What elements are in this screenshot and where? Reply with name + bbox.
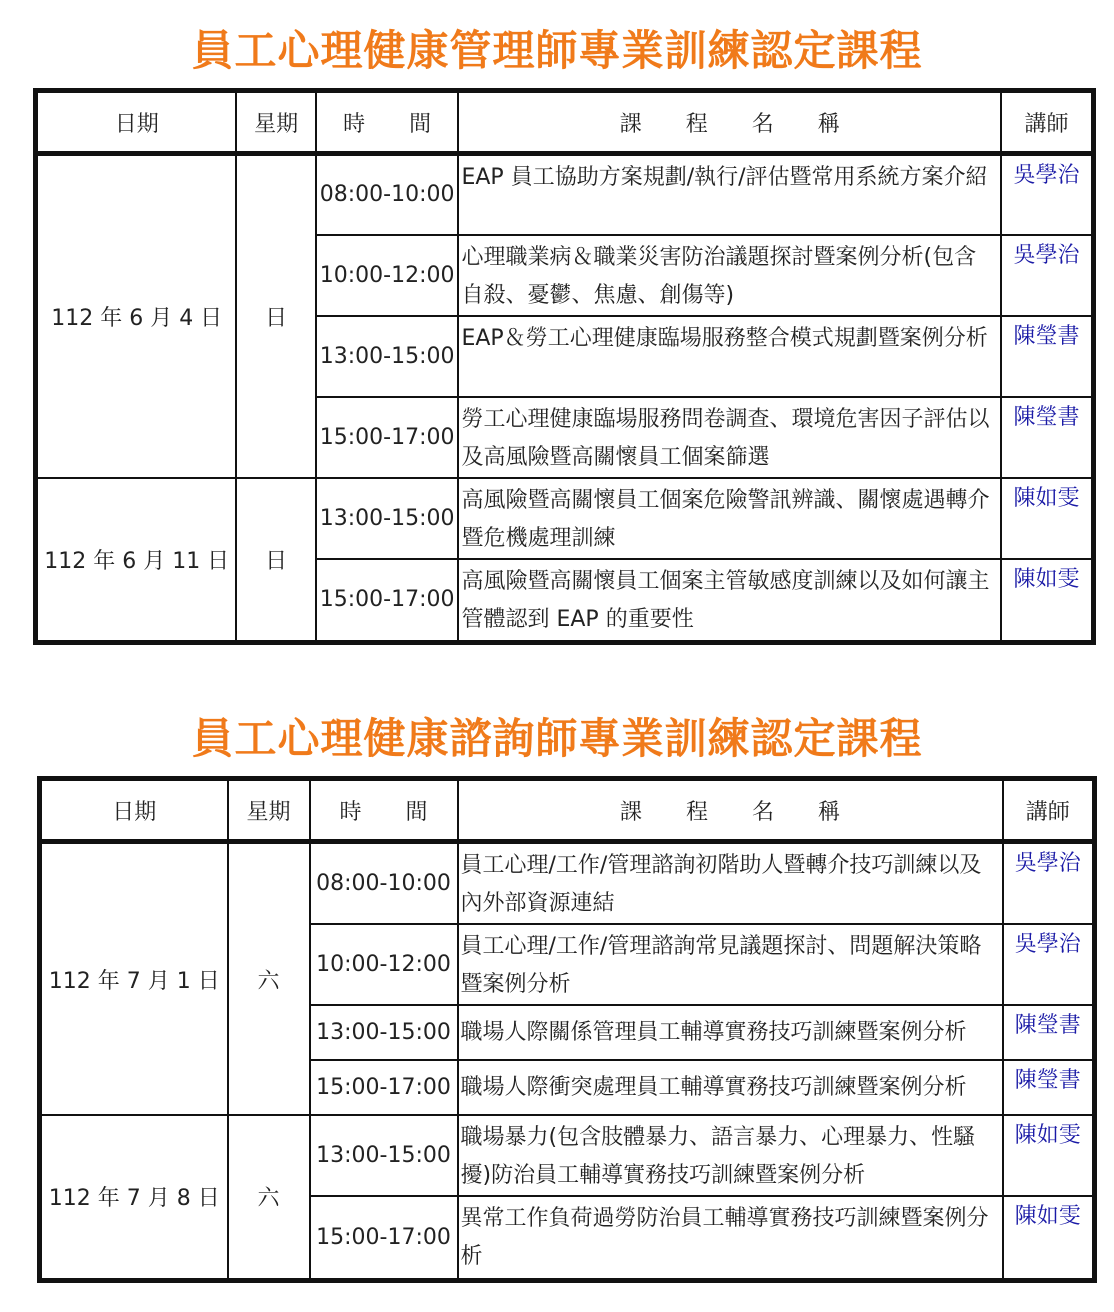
instructor-cell: 陳瑩書 xyxy=(1003,1005,1095,1060)
date-cell: 112 年 6 月 11 日 xyxy=(36,478,237,643)
header-time: 時 間 xyxy=(316,91,459,154)
header-course: 課 程 名 稱 xyxy=(458,779,1003,842)
table-2-title: 員工心理健康諮詢師專業訓練認定課程 xyxy=(191,714,923,763)
header-date: 日期 xyxy=(40,779,228,842)
instructor-cell: 吳學治 xyxy=(1001,235,1093,316)
course-cell: 心理職業病＆職業災害防治議題探討暨案例分析(包含自殺、憂鬱、焦慮、創傷等) xyxy=(458,235,1001,316)
time-cell: 13:00-15:00 xyxy=(310,1005,458,1060)
instructor-cell: 陳瑩書 xyxy=(1003,1060,1095,1115)
weekday-cell: 六 xyxy=(228,842,310,1116)
table-header-row xyxy=(40,779,1095,842)
instructor-cell: 陳如雯 xyxy=(1001,559,1093,643)
instructor-cell: 吳學治 xyxy=(1003,924,1095,1005)
time-cell: 15:00-17:00 xyxy=(310,1060,458,1115)
date-cell: 112 年 7 月 8 日 xyxy=(40,1115,228,1280)
time-cell: 13:00-15:00 xyxy=(316,316,459,397)
course-cell: EAP＆勞工心理健康臨場服務整合模式規劃暨案例分析 xyxy=(458,316,1001,397)
course-cell: EAP 員工協助方案規劃/執行/評估暨常用系統方案介紹 xyxy=(458,154,1001,235)
course-cell: 職場暴力(包含肢體暴力、語言暴力、心理暴力、性騷擾)防治員工輔導實務技巧訓練暨案例分析 xyxy=(458,1115,1003,1196)
header-weekday: 星期 xyxy=(236,91,315,154)
time-cell: 10:00-12:00 xyxy=(316,235,459,316)
course-cell: 高風險暨高關懷員工個案危險警訊辨識、關懷處遇轉介暨危機處理訓練 xyxy=(458,478,1001,559)
table-row xyxy=(40,842,1095,925)
table-row xyxy=(40,1115,1095,1196)
header-course: 課 程 名 稱 xyxy=(458,91,1001,154)
instructor-cell: 陳如雯 xyxy=(1001,478,1093,559)
header-date: 日期 xyxy=(36,91,237,154)
course-cell: 員工心理/工作/管理諮詢常見議題探討、問題解決策略暨案例分析 xyxy=(458,924,1003,1005)
schedule-table-1 xyxy=(33,88,1096,645)
course-cell: 職場人際關係管理員工輔導實務技巧訓練暨案例分析 xyxy=(458,1005,1003,1060)
course-cell: 員工心理/工作/管理諮詢初階助人暨轉介技巧訓練以及內外部資源連結 xyxy=(458,842,1003,925)
header-time: 時 間 xyxy=(310,779,458,842)
time-cell: 08:00-10:00 xyxy=(316,154,459,235)
instructor-cell: 陳瑩書 xyxy=(1001,316,1093,397)
time-cell: 08:00-10:00 xyxy=(310,842,458,925)
time-cell: 15:00-17:00 xyxy=(310,1196,458,1280)
header-weekday: 星期 xyxy=(228,779,310,842)
time-cell: 10:00-12:00 xyxy=(310,924,458,1005)
instructor-cell: 吳學治 xyxy=(1003,842,1095,925)
instructor-cell: 陳瑩書 xyxy=(1001,397,1093,478)
table-header-row xyxy=(36,91,1094,154)
course-cell: 勞工心理健康臨場服務問卷調查、環境危害因子評估以及高風險暨高關懷員工個案篩選 xyxy=(458,397,1001,478)
time-cell: 15:00-17:00 xyxy=(316,397,459,478)
instructor-cell: 陳如雯 xyxy=(1003,1196,1095,1280)
header-instructor: 講師 xyxy=(1003,779,1095,842)
date-cell: 112 年 7 月 1 日 xyxy=(40,842,228,1116)
header-instructor: 講師 xyxy=(1001,91,1093,154)
date-cell: 112 年 6 月 4 日 xyxy=(36,154,237,478)
weekday-cell: 日 xyxy=(236,154,315,478)
weekday-cell: 六 xyxy=(228,1115,310,1280)
course-cell: 高風險暨高關懷員工個案主管敏感度訓練以及如何讓主管體認到 EAP 的重要性 xyxy=(458,559,1001,643)
table-row xyxy=(36,478,1094,559)
weekday-cell: 日 xyxy=(236,478,315,643)
instructor-cell: 吳學治 xyxy=(1001,154,1093,235)
table-row xyxy=(36,154,1094,235)
table-1-title: 員工心理健康管理師專業訓練認定課程 xyxy=(191,26,923,75)
time-cell: 15:00-17:00 xyxy=(316,559,459,643)
course-cell: 職場人際衝突處理員工輔導實務技巧訓練暨案例分析 xyxy=(458,1060,1003,1115)
time-cell: 13:00-15:00 xyxy=(316,478,459,559)
schedule-table-2 xyxy=(37,776,1097,1283)
course-cell: 異常工作負荷過勞防治員工輔導實務技巧訓練暨案例分析 xyxy=(458,1196,1003,1280)
time-cell: 13:00-15:00 xyxy=(310,1115,458,1196)
instructor-cell: 陳如雯 xyxy=(1003,1115,1095,1196)
